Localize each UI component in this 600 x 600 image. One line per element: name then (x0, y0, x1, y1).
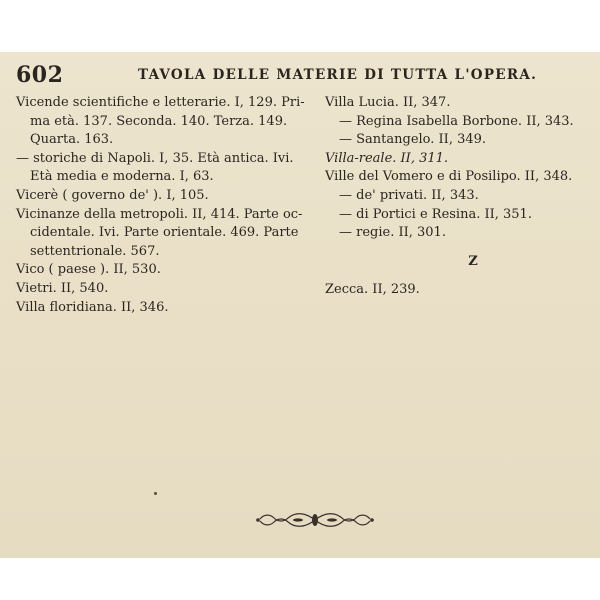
vine-scroll-ornament-icon (250, 510, 380, 530)
index-entry: Zecca. II, 239. (325, 282, 420, 298)
index-column-right (325, 94, 593, 300)
index-entry-sub: — regie. II, 301. (339, 225, 446, 241)
index-entry: Villa Lucia. II, 347. (325, 95, 451, 110)
section-letter-heading: Z (468, 253, 478, 269)
page-number: 602 (16, 62, 64, 88)
index-entry: Ville del Vomero e di Posilipo. II, 348. (325, 169, 573, 185)
ink-speck (154, 492, 157, 495)
page-header (16, 62, 586, 88)
index-column-left (16, 94, 312, 317)
index-entry: Villa-reale. II, 311. (325, 150, 449, 166)
index-entry-sub: — Regina Isabella Borbone. II, 343. (339, 113, 574, 129)
index-entry-continuation: ma età. 137. Seconda. 140. Terza. 149. (30, 113, 288, 129)
index-entry-continuation: cidentale. Ivi. Parte orientale. 469. Parte (30, 225, 299, 241)
page-title: TAVOLA DELLE MATERIE DI TUTTA L'OPERA. (138, 67, 538, 83)
index-entry: Vico ( paese ). II, 530. (16, 262, 161, 278)
index-entry-sub: — de' privati. II, 343. (339, 187, 479, 203)
index-entry: Vicende scientifiche e letterarie. I, 129. Pri- (16, 95, 305, 110)
index-entry: Vicerè ( governo de' ). I, 105. (16, 187, 209, 203)
index-entry: Vietri. II, 540. (16, 280, 109, 296)
index-entry-continuation: Età media e moderna. I, 63. (30, 169, 214, 185)
index-entry: — storiche di Napoli. I, 35. Età antica. Ivi. (16, 150, 294, 166)
index-entry: Vicinanze della metropoli. II, 414. Parte oc- (16, 206, 303, 222)
index-entry-sub: — Santangelo. II, 349. (339, 132, 487, 148)
index-entry-continuation: settentrionale. 567. (30, 243, 160, 259)
index-entry-continuation: Quarta. 163. (30, 132, 114, 148)
index-entry: Villa floridiana. II, 346. (16, 299, 169, 315)
index-entry-sub: — di Portici e Resina. II, 351. (339, 206, 532, 222)
